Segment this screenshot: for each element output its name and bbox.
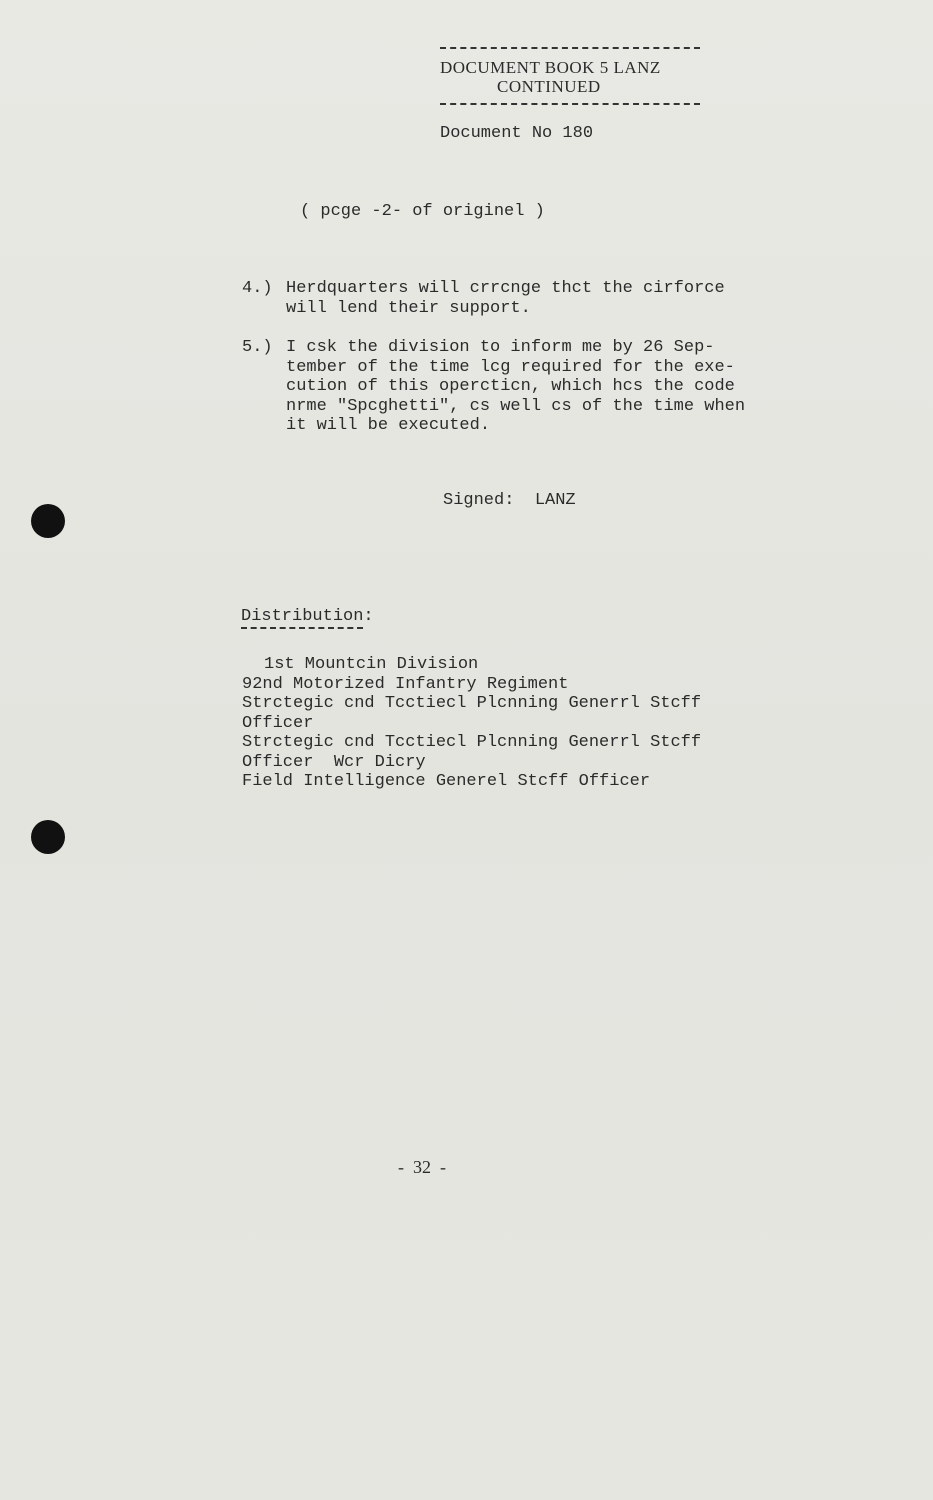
item-line: cution of this opercticn, which hcs the code <box>286 377 735 396</box>
distribution-entry: Strctegic cnd Tcctiecl Plcnning Generrl Stcff <box>242 694 702 713</box>
distribution-entry: 1st Mountcin Division <box>264 655 479 674</box>
distribution-entry: Officer Wcr Dicry <box>242 752 426 772</box>
item-line: it will be executed. <box>286 416 491 435</box>
item-line: Herdquarters will crrcnge thct the cirforce <box>286 279 725 298</box>
item-line: nrme "Spcghetti", cs well cs of the time when <box>286 396 746 416</box>
header-rule-bottom <box>440 103 700 105</box>
header-subtitle: CONTINUED <box>497 77 601 96</box>
distribution-entry: 92nd Motorized Infantry Regiment <box>242 674 569 694</box>
item-line: tember of the time lcg required for the exe- <box>286 357 735 377</box>
item-line: will lend their support. <box>286 298 531 318</box>
signature: Signed: LANZ <box>443 491 576 510</box>
punch-hole <box>31 504 65 538</box>
distribution-list <box>242 655 701 792</box>
distribution-heading-colon: : <box>363 607 374 626</box>
distribution-heading-word: Distribution <box>241 607 363 629</box>
item-text <box>286 338 745 436</box>
distribution-entry: Strctegic cnd Tcctiecl Plcnning Generrl Stcff <box>242 733 702 752</box>
distribution-heading <box>241 607 374 626</box>
distribution-entry: Field Intelligence Generel Stcff Officer <box>242 772 651 791</box>
page-number: - 32 - <box>398 1157 446 1177</box>
punch-hole <box>31 820 65 854</box>
distribution-entry: Officer <box>242 713 314 733</box>
header-title: DOCUMENT BOOK 5 LANZ <box>440 58 661 77</box>
item-number: 4.) <box>242 279 273 298</box>
item-line: I csk the division to inform me by 26 Sep- <box>286 338 715 357</box>
page-reference: ( pcge -2- of originel ) <box>300 202 545 221</box>
header-rule-top <box>440 47 700 49</box>
item-number: 5.) <box>242 338 273 357</box>
document-number: Document No 180 <box>440 124 594 143</box>
item-text <box>286 279 725 318</box>
